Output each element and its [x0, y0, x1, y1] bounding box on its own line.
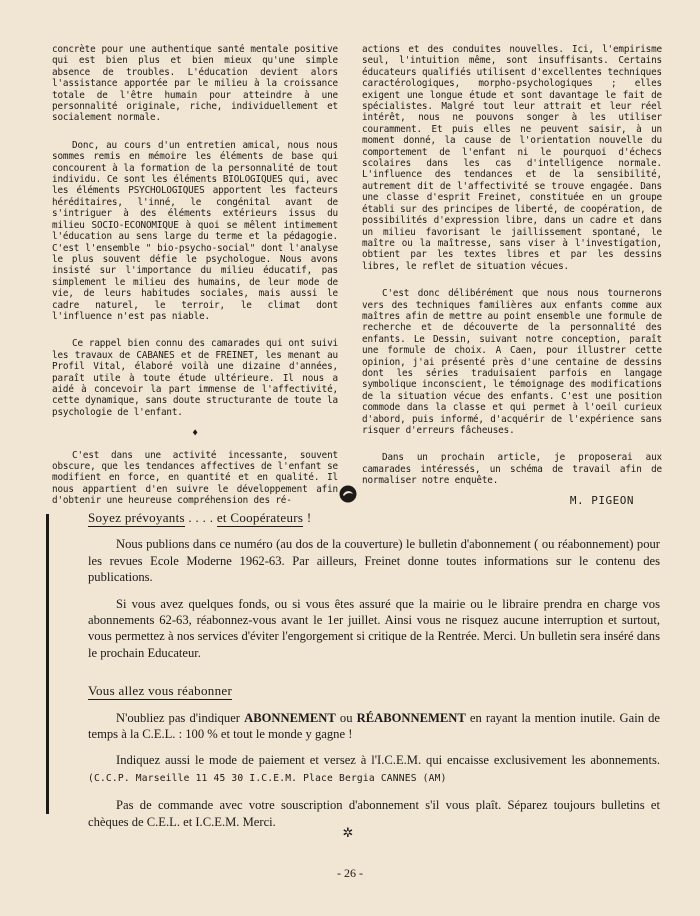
notice-heading-part1: Soyez prévoyants [88, 510, 185, 525]
author-signature: M. PIGEON [569, 493, 634, 507]
page-number: - 26 - [337, 866, 363, 880]
article-paragraph: concrète pour une authentique santé mentale positive qui est bien plus et bien mieux qu'une simple absence de troubles. L'éducation devient alors l'assistance apportée par le milieu à la croissance totale de l'être humain pour atteindre à une personnalité originale, riche, individuellement et socialement normale. [52, 44, 338, 124]
article-paragraph: actions et des conduites nouvelles. Ici, l'empirisme seul, l'intuition même, sont insuffisants. Certains éducateurs qualifiés utilisent d'excellentes techniques caractérologiques, morpho-psychologiques ; elles exigent une longue étude et sont davantage le fait de spécialistes. Malgré tout leur attrait et leur réel intérêt, nous ne pouvons songer à les utiliser couramment. Et puis elles ne peuvent saisir, à un moment donné, la cause de l'orientation nouvelle du comportement de l'enfant ni le pourquoi d'échecs scolaires dans les cas d'intelligence normale. L'influence des tendances et de la sensibilité, autrement dit de l'affectivité se trouve engagée. Dans une classe d'esprit Freinet, constituée en un groupe établi sur des principes de liberté, de coopération, de possibilités d'expression libre, dans un cadre et dans un milieu favorisant le jaillissement spontané, le maître ou la maîtresse, sans viser à l'investigation, obtient par les textes libres et par les dessins libres, le reflet de situation vécues. [362, 44, 662, 272]
article-paragraph: C'est donc délibérément que nous nous tournerons vers des techniques familières aux enfants comme aux maîtres afin de mettre au point ensemble une formule de recherche et de découverte de la personnalité des enfants. Le Dessin, suivant notre conception, paraît une formule de choix. A Caen, pour illustrer cette opinion, j'ai présenté près d'une centaine de dessins dont les séries traduisaient parfois en langage symbolique inconscient, le témoignage des modifications de la situation vécue des enfants. C'est une position commode dans la classe et qui permet à l'oeil curieux d'abord, puis informé, d'acquérir de l'expérience sans risquer d'erreurs fâcheuses. [362, 288, 662, 436]
article-paragraph: Donc, au cours d'un entretien amical, nous nous sommes remis en mémoire les éléments de base qui concourent à la formation de la personnalité de tout individu. Ce sont les éléments BIOLOGIQUES qui, avec les éléments PSYCHOLOGIQUES apportent les facteurs héréditaires, l'inné, le congénital avant de s'intriguer à des éléments extérieurs issus du milieu SOCIO-ECONOMIQUE à quoi se mêlent intimement l'éducation au sens large du terme et la pédagogie. C'est l'ensemble " bio-psycho-social" dont l'analyse le plus souvent défie le psychologue. Nous avons insisté sur l'importance du milieu éducatif, pas simplement le milieu des humains, de leur mode de vie, de leurs habitudes sociales, mais aussi le cadre naturel, le terroir, le climat dont l'influence n'est pas niable. [52, 139, 338, 322]
article-paragraph: C'est dans une activité incessante, souvent obscure, que les tendances affectives de l'enfant se modifient en force, en quantité et en qualité. Il nous appartient d'en suivre le développement afin d'obtenir une heureuse compréhension des ré- [52, 449, 338, 507]
notice-heading [88, 510, 660, 526]
notice-emphasis: ABONNEMENT [244, 710, 336, 725]
notice-paragraph: Nous publions dans ce numéro (au dos de la couverture) le bulletin d'abonnement ( ou réabonnement) pour les revues Ecole Moderne 1962-63. Par ailleurs, Freinet donne toutes informations sur le contenu des publications. [88, 537, 660, 585]
notice-subheading-text: Vous allez vous réabonner [88, 683, 233, 699]
notice-paragraph [88, 710, 660, 743]
separator-ornament-icon [338, 484, 358, 504]
notice-paragraph [88, 752, 660, 787]
notice-subheading [88, 683, 660, 699]
notice-emphasis: RÉABONNEMENT [356, 710, 466, 725]
notice-heading-dots: . . . . [184, 510, 217, 525]
article-right-column [362, 44, 662, 506]
notice-frame-bar [46, 514, 49, 814]
notice-address: (C.C.P. Marseille 11 45 30 I.C.E.M. Place Bergia CANNES (AM) [88, 772, 447, 784]
notice-text: Indiquez aussi le mode de paiement et versez à l'I.C.E.M. qui encaisse exclusivement les abonnements. [116, 753, 660, 768]
notice-text: ou [335, 710, 357, 725]
notice-heading-end: ! [303, 510, 312, 525]
diamond-ornament-icon: ♦ [192, 428, 198, 440]
star-ornament-icon: ✲ [342, 826, 354, 841]
article-left-column [52, 44, 338, 523]
notice-text: en rayant la mention inutile. Gain de temps à la C.E.L. : 100 % et tout le monde y gagne ! [88, 710, 660, 742]
notice-text: N'oubliez pas d'indiquer [116, 710, 245, 725]
article-paragraph: Dans un prochain article, je proposerai aux camarades intéressés, un schéma de travail afin de normaliser notre enquête. [362, 452, 662, 487]
notice-paragraph: Si vous avez quelques fonds, ou si vous êtes assuré que la mairie ou le libraire prendra en charge vos abonnements 62-63, réabonnez-vous avant le 1er juillet. Ainsi vous ne risquez aucune interruption et surtout, vous permettez à nos services d'éviter l'engorgement si critique de la Rentrée. Merci. Un bulletin sera inséré dans le prochain Educateur. [88, 596, 660, 660]
subscription-notice [88, 510, 660, 840]
article-paragraph: Ce rappel bien connu des camarades qui ont suivi les travaux de CABANES et de FREINET, les menant au Profil Vital, élaboré voilà une dizaine d'années, paraît utile à toute étude ultérieure. Il nous a aidé à concevoir la part immense de l'affectivité, cette dynamique, sans doute structurante de toute la psychologie de l'enfant. [52, 338, 338, 418]
notice-paragraph: Pas de commande avec votre souscription d'abonnement s'il vous plaît. Séparez toujours bulletins et chèques de C.E.L. et I.C.E.M. Merci. [88, 798, 660, 829]
notice-heading-part2: et Coopérateurs [216, 510, 304, 525]
